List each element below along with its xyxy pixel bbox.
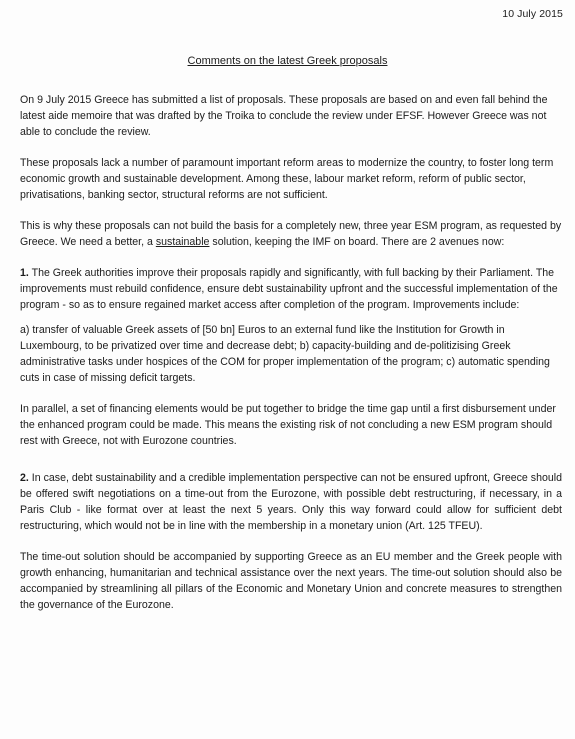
document-date: 10 July 2015 [502,8,563,20]
paragraph-option-1 [20,265,562,313]
paragraph-time-out: The time-out solution should be accompanied by supporting Greece as an EU member and the Greek people with growth enhancing, humanitarian and technical assistance over the next years. The time-out solution should also be accompanied by streamlining all pillars of the Economic and Monetary Union and concrete measures to strengthen the governance of the Eurozone. [20,551,562,611]
paragraph-option-2 [20,470,562,534]
paragraph-improvement-items: a) transfer of valuable Greek assets of [50 bn] Euros to an external fund like the Institution for Growth in Luxembourg, to be privatized over time and decrease debt; b) capacity-building and de-politizising Greek administrative tasks under hospices of the COM for proper implementation of the program; c) automatic spending cuts in case of missing deficit targets. [20,324,550,384]
paragraph-missing-reforms: These proposals lack a number of paramount important reform areas to modernize the country, to foster long term economic growth and sustainable development. Among these, labour market reform, reform of public sector, privatisations, banking sector, structural reforms are not sufficient. [20,157,554,201]
option-2-text: In case, debt sustainability and a credible implementation perspective can not be ensured upfront, Greece should be offered swift negotiations on a time-out from the Eurozone, with possible debt restructuring, if necessary, in a Paris Club - like format over at least the next 5 years. Only this way forward could allow for sufficient debt restructuring, which would not be in line with the membership in a monetary union (Art. 125 TFEU). [20,472,562,532]
paragraph-intro: On 9 July 2015 Greece has submitted a list of proposals. These proposals are based on and even fall behind the latest aide memoire that was drafted by the Troika to conclude the review under EFSF. However Greece was not able to conclude the review. [20,94,548,138]
document-title: Comments on the latest Greek proposals [187,55,388,67]
avenues-text-start: This is why these proposals can not build the basis for a completely new, three year ESM program, as requested by Greece. We need a better, a [20,220,562,248]
option-1-number: 1. [20,267,29,279]
document-body [20,92,562,628]
paragraph-bridge-financing: In parallel, a set of financing elements would be put together to bridge the time gap until a first disbursement under the enhanced program could be made. This means the existing risk of not concluding a new ESM program should rest with Greece, not with Eurozone countries. [20,403,556,447]
option-2-number: 2. [20,472,29,484]
paragraph-avenues [20,218,562,250]
sustainable-emphasis: sustainable [155,236,210,248]
option-1-text: The Greek authorities improve their proposals rapidly and significantly, with full backing by their Parliament. The improvements must rebuild confidence, ensure debt sustainability upfront and the successful implementation of the program - so as to ensure regained market access after completion of the program. Improvements include: [20,267,558,311]
avenues-text-end: solution, keeping the IMF on board. There are 2 avenues now: [209,236,505,248]
